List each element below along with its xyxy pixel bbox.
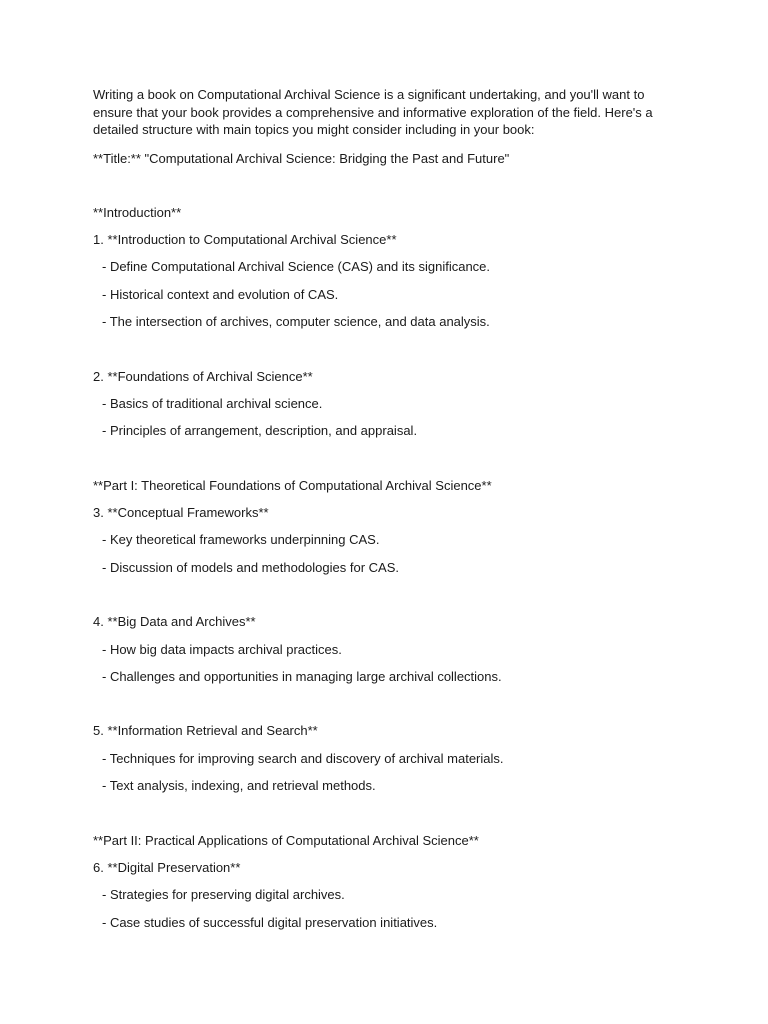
section-2-item: - Principles of arrangement, description, and appraisal. — [102, 423, 418, 439]
section-6-heading: 6. **Digital Preservation** — [93, 859, 241, 875]
section-1-item: - The intersection of archives, computer science, and data analysis. — [102, 313, 490, 329]
intro-paragraph: Writing a book on Computational Archival Science is a significant undertaking, and you'll want to ensure that your book provides a comprehensive and informative exploration of the field. Here's a detailed structure with main topics you might consider including in your book: — [93, 87, 653, 137]
document-page — [93, 86, 673, 936]
section-6-item: - Strategies for preserving digital archives. — [102, 887, 345, 903]
section-5-item: - Techniques for improving search and discovery of archival materials. — [102, 750, 504, 766]
section-2-item: - Basics of traditional archival science. — [102, 395, 323, 411]
section-3-item: - Key theoretical frameworks underpinning CAS. — [102, 532, 380, 548]
spacer — [93, 799, 673, 826]
section-3-heading: 3. **Conceptual Frameworks** — [93, 505, 269, 521]
spacer — [93, 335, 673, 362]
section-5-heading: 5. **Information Retrieval and Search** — [93, 723, 318, 739]
introduction-heading: **Introduction** — [93, 204, 182, 220]
section-4-item: - How big data impacts archival practices. — [102, 641, 342, 657]
section-4-heading: 4. **Big Data and Archives** — [93, 614, 256, 630]
part-2-heading: **Part II: Practical Applications of Computational Archival Science** — [93, 832, 479, 848]
spacer — [93, 444, 673, 471]
spacer — [93, 581, 673, 608]
section-5-item: - Text analysis, indexing, and retrieval methods. — [102, 778, 376, 794]
section-1-heading: 1. **Introduction to Computational Archival Science** — [93, 232, 397, 248]
section-1-item: - Define Computational Archival Science (CAS) and its significance. — [102, 259, 491, 275]
book-title-line: **Title:** "Computational Archival Science: Bridging the Past and Future" — [93, 150, 510, 166]
spacer — [93, 690, 673, 717]
part-1-heading: **Part I: Theoretical Foundations of Computational Archival Science** — [93, 477, 492, 493]
section-6-item: - Case studies of successful digital preservation initiatives. — [102, 914, 438, 930]
section-1-item: - Historical context and evolution of CAS. — [102, 286, 339, 302]
section-2-heading: 2. **Foundations of Archival Science** — [93, 368, 313, 384]
section-3-item: - Discussion of models and methodologies for CAS. — [102, 559, 399, 575]
section-4-item: - Challenges and opportunities in managing large archival collections. — [102, 668, 502, 684]
